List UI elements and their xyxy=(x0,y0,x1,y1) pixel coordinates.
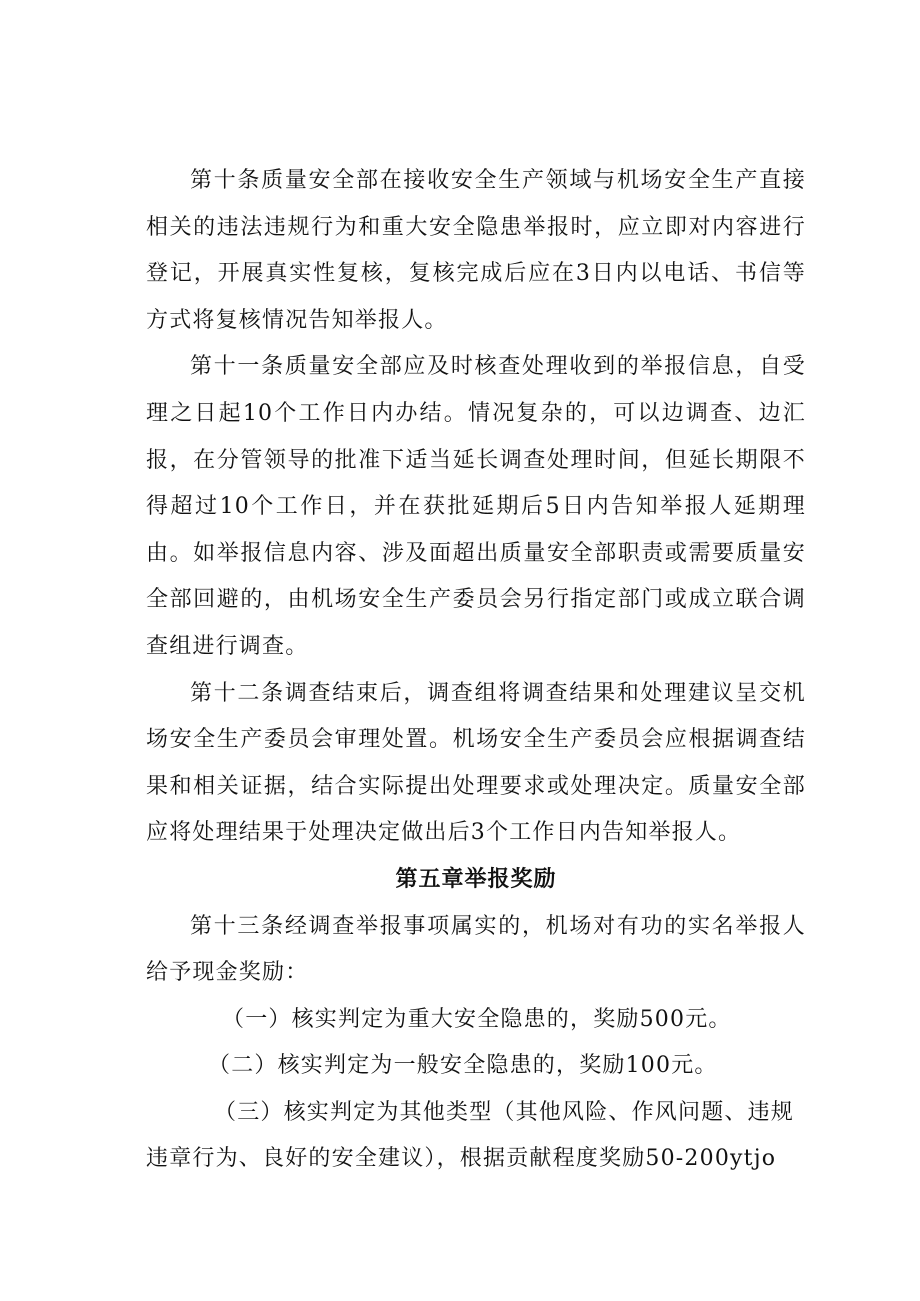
reward-item-2: （二）核实判定为一般安全隐患的，奖励100元。 xyxy=(208,1053,718,1079)
article-11-paragraph: 第十一条质量安全部应及时核查处理收到的举报信息，自受理之日起10个工作日内办结。情况复杂的，可以边调查、边汇报，在分管领导的批准下适当延长调查处理时间，但延长期限不得超过10个工作日，并在获批延期后5日内告知举报人延期理由。如举报信息内容、涉及面超出质量安全部职责或需要质量安全部回避的，由机场安全生产委员会另行指定部门或成立联合调查组进行调查。 xyxy=(146,354,806,659)
reward-item-1: （一）核实判定为重大安全隐患的，奖励500元。 xyxy=(222,1006,732,1032)
article-10-paragraph: 第十条质量安全部在接收安全生产领域与机场安全生产直接相关的违法违规行为和重大安全隐患举报时，应立即对内容进行登记，开展真实性复核，复核完成后应在3日内以电话、书信等方式将复核情况告知举报人。 xyxy=(146,168,806,333)
article-12-paragraph: 第十二条调查结束后，调查组将调查结果和处理建议呈交机场安全生产委员会审理处置。机场安全生产委员会应根据调查结果和相关证据，结合实际提出处理要求或处理决定。质量安全部应将处理结果于处理决定做出后3个工作日内告知举报人。 xyxy=(146,680,806,846)
article-13-paragraph: 第十三条经调查举报事项属实的，机场对有功的实名举报人给予现金奖励： xyxy=(146,913,806,986)
chapter-heading: 第五章举报奖励 xyxy=(395,866,557,892)
reward-item-3: （三）核实判定为其他类型（其他风险、作风问题、违规违章行为、良好的安全建议），根据贡献程度奖励50-200ytjo xyxy=(146,1099,795,1172)
document-body xyxy=(146,158,806,1183)
